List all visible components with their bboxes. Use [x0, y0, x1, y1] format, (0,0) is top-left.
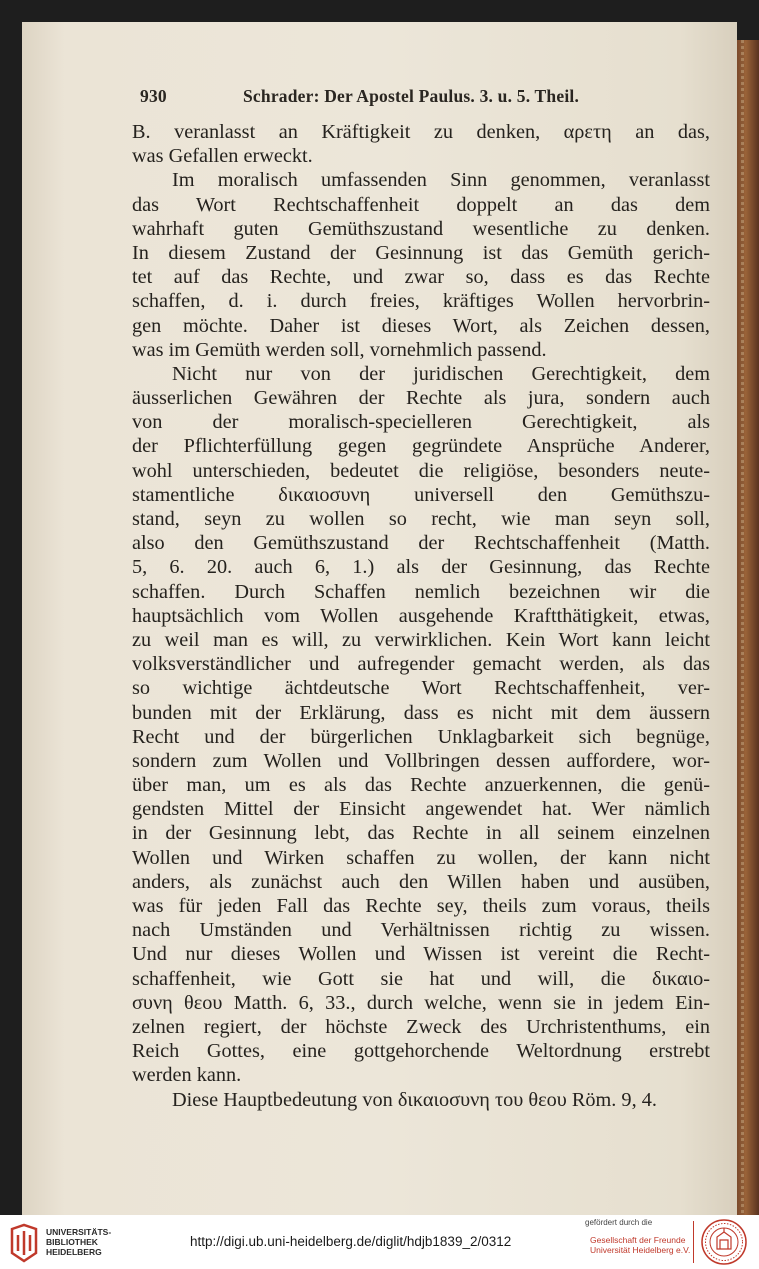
- text-line: schaffenheit, wie Gott sie hat und will, die δικαιο-: [132, 967, 710, 990]
- text-line: gen möchte. Daher ist dieses Wort, als Zeichen dessen,: [132, 314, 710, 337]
- body-text: [132, 120, 710, 1112]
- text-line: wohl unterschieden, bedeutet die religiöse, besonders neute-: [132, 459, 710, 482]
- funded-by-label: gefördert durch die: [585, 1218, 653, 1227]
- text-line: gendsten Mittel der Einsicht angewendet hat. Wer nämlich: [132, 798, 710, 821]
- text-line: äusserlichen Gewähren der Rechte als jura, sondern auch: [132, 387, 710, 410]
- text-line: in der Gesinnung lebt, das Rechte in all seinem einzelnen: [132, 822, 710, 845]
- text-line: was im Gemüth werden soll, vornehmlich passend.: [132, 338, 547, 361]
- university-seal-icon: [700, 1218, 748, 1266]
- text-line: volksverständlicher und aufregender gemacht werden, als das: [132, 653, 710, 676]
- text-line: was für jeden Fall das Rechte sey, theils zum voraus, theils: [132, 895, 710, 917]
- text-line: anders, als zunächst auch den Willen haben und ausüben,: [132, 870, 710, 893]
- text-line: 5, 6. 20. auch 6, 1.) als der Gesinnung, das Rechte: [132, 556, 710, 579]
- society-name: Gesellschaft der Freunde Universität Heidelberg e.V.: [590, 1235, 691, 1255]
- text-line: sondern zum Wollen und Vollbringen dessen auffordere, wor-: [132, 749, 710, 772]
- text-line: Nicht nur von der juridischen Gerechtigkeit, dem: [172, 362, 710, 385]
- text-line: zu weil man es will, zu verwirklichen. Kein Wort kann leicht: [132, 628, 710, 651]
- university-library-logo-icon: [8, 1223, 40, 1263]
- text-line: stamentliche δικαιοσυνη universell den Gemüthszu-: [132, 483, 710, 506]
- page-number: 930: [140, 86, 167, 106]
- book-page-edge: [737, 40, 759, 1215]
- text-line: schaffen, d. i. durch freies, kräftiges Wollen hervorbrin-: [132, 290, 710, 313]
- text-line: von der moralisch-specielleren Gerechtigkeit, als: [132, 411, 710, 434]
- library-name: UNIVERSITÄTS- BIBLIOTHEK HEIDELBERG: [46, 1227, 112, 1257]
- text-line: stand, seyn zu wollen so recht, wie man seyn soll,: [132, 508, 710, 530]
- text-line: werden kann.: [132, 1064, 242, 1087]
- text-line: was Gefallen erweckt.: [132, 145, 313, 168]
- text-line: zelnen regiert, der höchste Zweck des Urchristenthums, ein: [132, 1015, 710, 1038]
- text-line: schaffen. Durch Schaffen nemlich bezeichnen wir die: [132, 580, 710, 603]
- text-line: über man, um es als das Rechte anzuerkennen, die genü-: [132, 774, 710, 797]
- permalink-url[interactable]: http://digi.ub.uni-heidelberg.de/diglit/hdjb1839_2/0312: [190, 1234, 512, 1249]
- text-line: Recht und der bürgerlichen Unklagbarkeit sich begnüge,: [132, 725, 710, 748]
- running-head: [140, 86, 720, 110]
- text-line: wahrhaft guten Gemüthszustand wesentliche zu denken.: [132, 217, 710, 240]
- text-line: Diese Hauptbedeutung von δικαιοσυνη του θεου Röm. 9, 4.: [172, 1088, 657, 1111]
- text-line: tet auf das Rechte, und zwar so, dass es das Rechte: [132, 266, 710, 289]
- text-line: das Wort Rechtschaffenheit doppelt an das dem: [132, 193, 710, 216]
- text-line: In diesem Zustand der Gesinnung ist das Gemüth gerich-: [132, 241, 710, 264]
- viewer-footer: [0, 1215, 759, 1269]
- text-line: also den Gemüthszustand der Rechtschaffenheit (Matth.: [132, 532, 710, 555]
- text-line: Reich Gottes, eine gottgehorchende Weltordnung erstrebt: [132, 1040, 710, 1063]
- text-line: so wichtige ächtdeutsche Wort Rechtschaffenheit, ver-: [132, 677, 710, 700]
- text-line: Und nur dieses Wollen und Wissen ist vereint die Recht-: [132, 943, 710, 966]
- text-line: nach Umständen und Verhältnissen richtig zu wissen.: [132, 919, 710, 942]
- text-line: Wollen und Wirken schaffen zu wollen, der kann nicht: [132, 846, 710, 869]
- running-title: Schrader: Der Apostel Paulus. 3. u. 5. Theil.: [243, 86, 580, 106]
- footer-divider: [693, 1221, 694, 1263]
- text-line: hauptsächlich vom Wollen ausgehende Kraftthätigkeit, etwas,: [132, 604, 710, 627]
- text-line: B. veranlasst an Kräftigkeit zu denken, αρετη an das,: [132, 121, 710, 143]
- text-line: συνη θεου Matth. 6, 33., durch welche, wenn sie in jedem Ein-: [132, 991, 710, 1014]
- text-line: Im moralisch umfassenden Sinn genommen, veranlasst: [172, 169, 710, 192]
- text-line: der Pflichterfüllung gegen gegründete Ansprüche Anderer,: [132, 435, 710, 458]
- text-line: bunden mit der Erklärung, dass es nicht mit dem äussern: [132, 701, 710, 724]
